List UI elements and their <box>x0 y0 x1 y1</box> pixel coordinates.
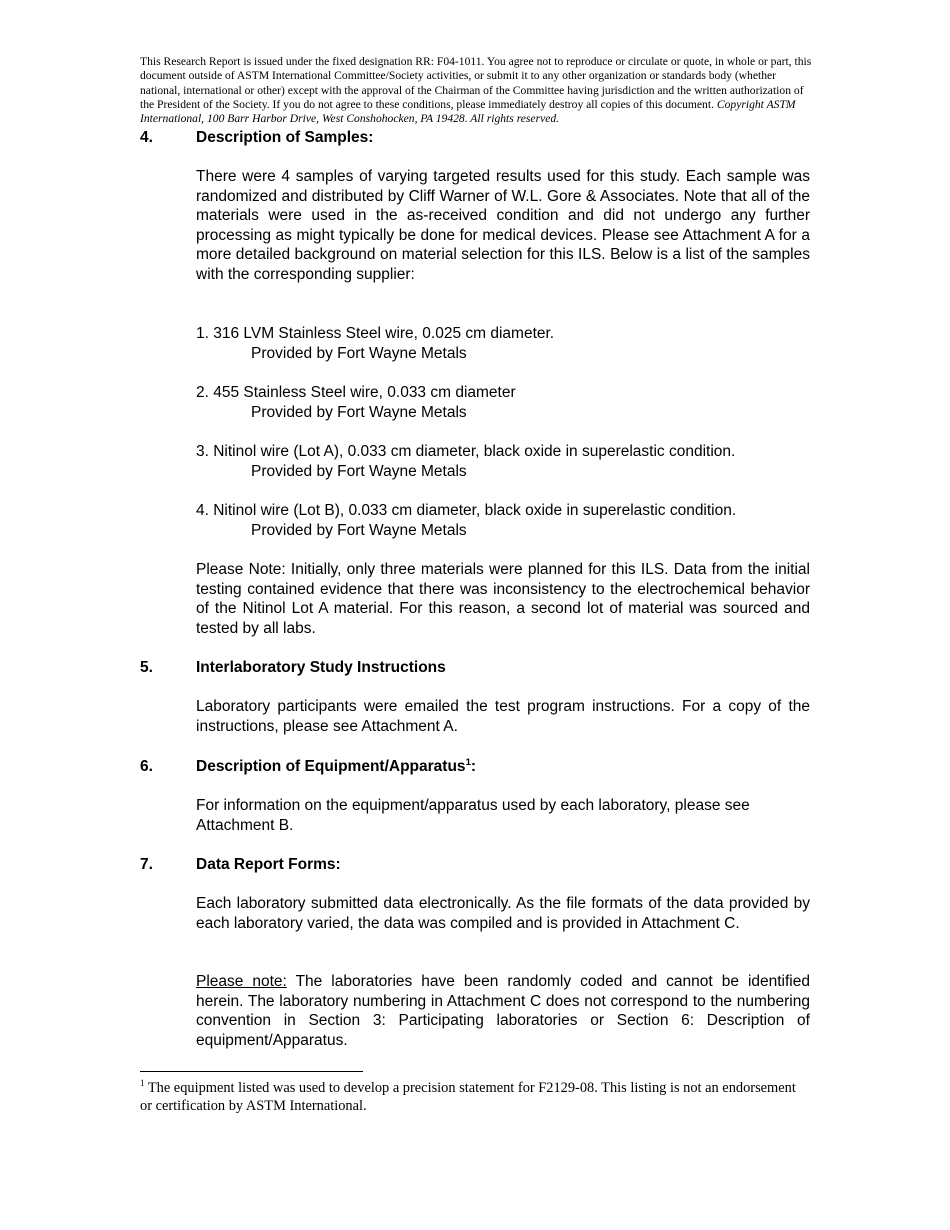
section-title: Interlaboratory Study Instructions <box>196 659 446 676</box>
notice-text: This Research Report is issued under the fixed designation RR: F04-1011. You agree not to reproduce or circulate or quote, in whole or part, this document outside of ASTM International Committee/Society activities, or submit it to any other organization or standards body (whether national, international or other) except with the approval of the Chairman of the Committee having jurisdiction and the written authorization of the President of the Society. If you do not agree to these conditions, please immediately destroy all copies of this document. <box>140 55 812 111</box>
note-body: The laboratories have been randomly coded and cannot be identified herein. The laboratory numbering in Attachment C does not correspond to the numbering convention in Section 3: Participating laboratories or Section 6: Description of equipment/Apparatus. <box>196 973 810 1049</box>
copyright-line: Copyright ASTM International, 100 Barr Harbor Drive, West Conshohocken, PA 19428. All rights reserved. <box>140 97 796 126</box>
section-number: 7. <box>140 856 153 873</box>
sample-item <box>196 442 810 481</box>
section-title-text: Description of Equipment/Apparatus <box>196 758 466 775</box>
footnote-marker: 1 <box>140 1078 145 1088</box>
sample-item <box>196 501 810 540</box>
title-colon: : <box>470 758 477 775</box>
section-5-body: Laboratory participants were emailed the test program instructions. For a copy of the instructions, please see Attachment A. <box>196 698 810 735</box>
sample-supplier: Provided by Fort Wayne Metals <box>251 344 467 362</box>
footnote-text: The equipment listed was used to develop a precision statement for F2129-08. This listing is not an endorsement or certification by ASTM International. <box>140 1080 796 1115</box>
section-4-note: Please Note: Initially, only three materials were planned for this ILS. Data from the initial testing contained evidence that there was inconsistency to the electrochemical behavior of the Nitinol Lot A material. For this reason, a second lot of material was sourced and tested by all labs. <box>196 561 810 637</box>
section-7-note <box>196 972 810 1050</box>
sample-description: 4. Nitinol wire (Lot B), 0.033 cm diameter, black oxide in superelastic condition. <box>196 502 737 519</box>
sample-supplier: Provided by Fort Wayne Metals <box>251 462 467 480</box>
section-title: Description of Samples: <box>196 129 374 146</box>
section-7-body: Each laboratory submitted data electronically. As the file formats of the data provided by each laboratory varied, the data was compiled and is provided in Attachment C. <box>196 895 810 932</box>
footnote-reference: 1 <box>465 757 471 768</box>
note-label: Please note: <box>196 973 287 990</box>
footnote-divider <box>140 1071 363 1072</box>
section-number: 5. <box>140 659 153 676</box>
section-6-body: For information on the equipment/apparatus used by each laboratory, please see Attachment B. <box>196 797 750 834</box>
section-number: 4. <box>140 129 153 146</box>
sample-description: 1. 316 LVM Stainless Steel wire, 0.025 cm diameter. <box>196 325 555 342</box>
sample-description: 3. Nitinol wire (Lot A), 0.033 cm diameter, black oxide in superelastic condition. <box>196 443 736 460</box>
footnote <box>140 1079 810 1115</box>
section-4-intro: There were 4 samples of varying targeted results used for this study. Each sample was randomized and distributed by Cliff Warner of W.L. Gore & Associates. Note that all of the materials were used in the as-received condition and did not undergo any further processing as might typically be done for medical devices. Please see Attachment A for a more detailed background on material selection for this ILS. Below is a list of the samples with the corresponding supplier: <box>196 168 810 283</box>
sample-description: 2. 455 Stainless Steel wire, 0.033 cm diameter <box>196 384 516 401</box>
sample-item <box>196 383 810 422</box>
copyright-notice <box>140 55 815 126</box>
section-title: Data Report Forms: <box>196 856 341 873</box>
section-number: 6. <box>140 758 153 775</box>
sample-item <box>196 324 810 363</box>
sample-supplier: Provided by Fort Wayne Metals <box>251 403 467 421</box>
sample-supplier: Provided by Fort Wayne Metals <box>251 521 467 539</box>
section-title <box>196 757 476 777</box>
